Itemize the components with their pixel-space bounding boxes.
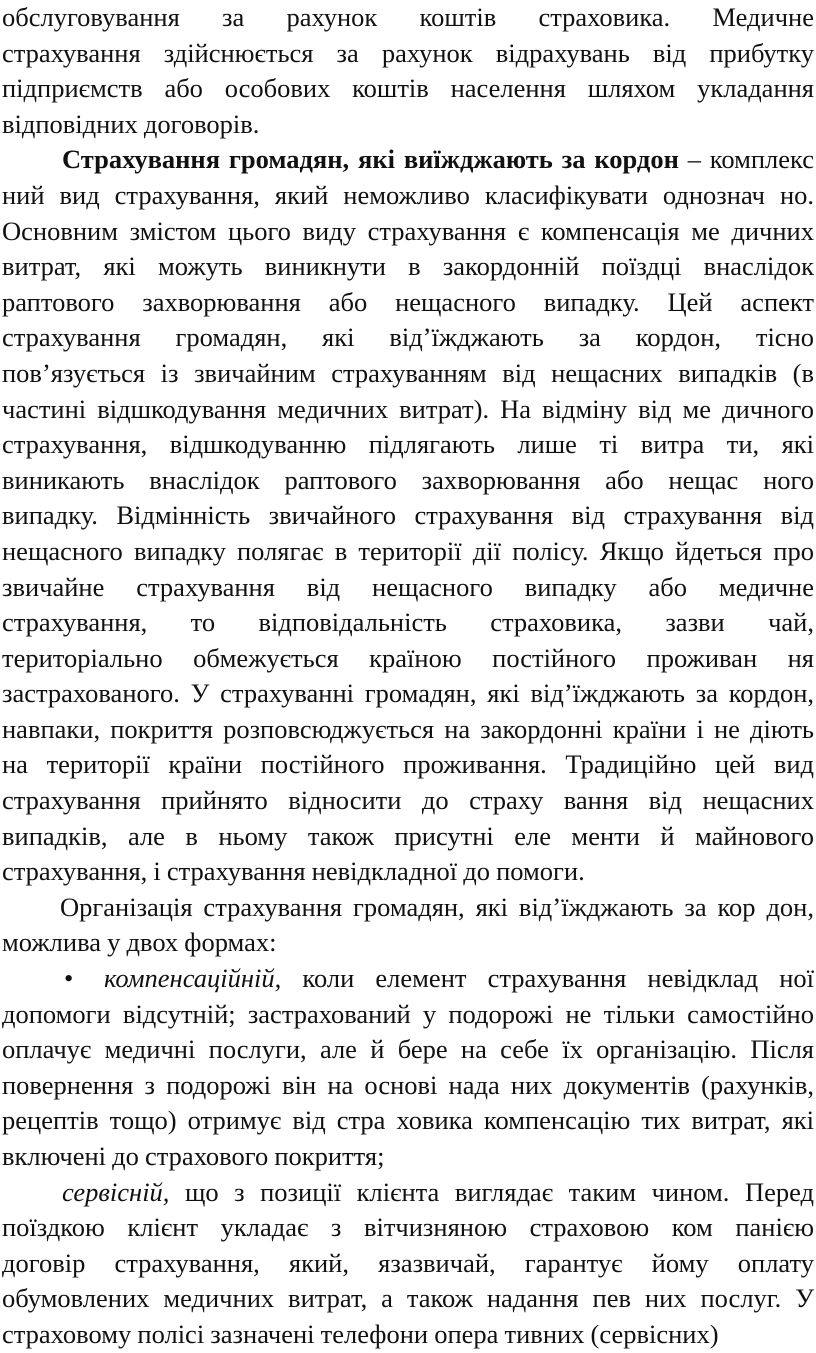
text-line (2, 1175, 814, 1211)
text-line: страхування прийнято відносити до страху вання від нещасних (2, 785, 814, 816)
text-line: виникають внаслідок раптового захворювання або нещас ного (2, 464, 814, 495)
text-line: раптового захворювання або нещасного випадку. Цей аспект (2, 286, 814, 317)
text-line: територіально обмежується країною постійного проживан ня (2, 642, 814, 673)
text-line: частині відшкодування медичних витрат). На відміну від ме дичного (2, 393, 814, 424)
text-line: пов’язується із звичайним страхуванням від нещасних випадків (в (2, 357, 814, 388)
text-line: можлива у двох формах: (2, 927, 277, 958)
text-line (2, 961, 814, 997)
text-line: страховому полісі зазначені телефони опера тивних (сервісних) (2, 1318, 719, 1349)
text-line: Організація страхування громадян, які від’їжджають за кор дон, (60, 891, 814, 922)
term-italic: сервісній, (62, 1176, 170, 1207)
text-fragment: – комплекс (678, 144, 814, 175)
text-line: поїздкою клієнт укладає з вітчизняною страховою ком панією (2, 1212, 814, 1243)
text-line: витрат, які можуть виникнути в закордонній поїздці внаслідок (2, 251, 814, 282)
text-line: страхування, відшкодуванню підлягають лише ті витра ти, які (2, 429, 814, 460)
text-line: ний вид страхування, який неможливо класифікувати однознач но. (2, 179, 814, 210)
list-item-compensation (2, 961, 814, 1175)
text-line: страхування, і страхування невідкладної до помоги. (2, 856, 585, 887)
text-line: підприємств або особових коштів населення шляхом укладання (2, 73, 814, 104)
text-line (2, 142, 814, 178)
bullet-icon: • (64, 963, 74, 994)
text-line: страхування, то відповідальність страховика, зазви чай, (2, 607, 814, 638)
text-line: включені до страхового покриття; (2, 1141, 385, 1171)
paragraph-travel-insurance (2, 142, 814, 889)
paragraph-organization-forms (2, 890, 814, 961)
text-line: рецептів тощо) отримує від стра ховика компенсацію тих витрат, які (2, 1105, 814, 1136)
text-line: обслуговування за рахунок коштів страховика. Медичне (2, 2, 814, 32)
term-italic: компенсаційній, (104, 963, 282, 994)
text-line: на території країни постійного проживання. Традиційно цей вид (2, 749, 814, 780)
text-line: відповідних договорів. (2, 108, 260, 139)
text-line: допомоги відсутній; застрахований у подорожі не тільки самостійно (2, 998, 814, 1029)
text-line: звичайне страхування від нещасного випадку або медичне (2, 571, 814, 602)
text-line: договір страхування, який, язазвичай, гарантує йому оплату (2, 1247, 814, 1278)
list-item-service (2, 1175, 814, 1353)
text-line: нещасного випадку полягає в території дії полісу. Якщо йдеться про (2, 535, 814, 566)
text-line: повернення з подорожі він на основі нада них документів (рахунків, (2, 1069, 814, 1100)
text-line: страхування громадян, які від’їжджають за кордон, тісно (2, 322, 814, 353)
text-line: випадку. Відмінність звичайного страхування від страхування від (2, 500, 814, 531)
text-line: оплачує медичні послуги, але й бере на себе їх організацію. Після (2, 1034, 814, 1065)
text-fragment: коли елемент страхування невідклад ної (281, 963, 814, 994)
text-line: навпаки, покриття розповсюджується на закордонні країни і не діють (2, 713, 814, 744)
text-line: Основним змістом цього виду страхування є компенсація ме дичних (2, 215, 814, 246)
text-line: страхування здійснюється за рахунок відрахувань від прибутку (2, 37, 814, 68)
text-line: обумовлених медичних витрат, а також надання пев них послуг. У (2, 1283, 814, 1314)
section-heading-bold: Страхування громадян, які виїжджають за кордон (62, 144, 679, 175)
paragraph-medical-insurance (2, 0, 814, 142)
text-line: випадків, але в ньому також присутні еле менти й майнового (2, 820, 814, 851)
text-fragment: що з позиції клієнта виглядає таким чином. Перед (169, 1176, 814, 1207)
text-line: застрахованого. У страхуванні громадян, які від’їжджають за кордон, (2, 678, 814, 709)
